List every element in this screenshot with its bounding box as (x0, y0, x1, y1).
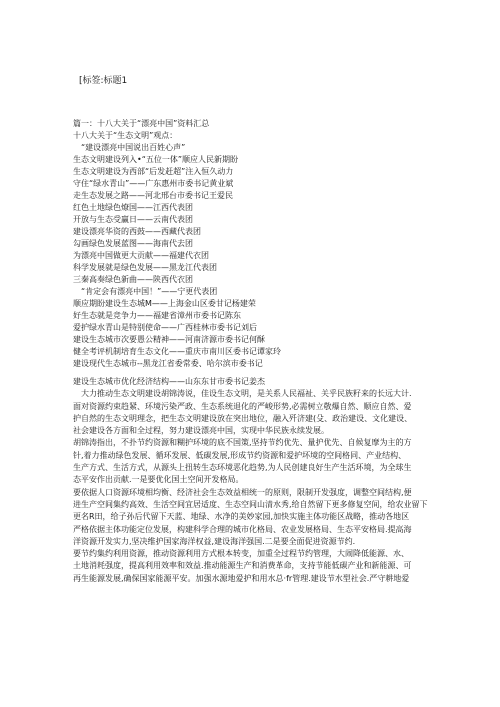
article-line: 社会建设各方面和全过程，努力建设漂亮中国，实现中华民族永续发展。 (73, 426, 329, 436)
article-line: 面对资源约束趋紧、环境污染严政、生态系统退化的严峻形势,必需树立敬爆自然、顺应自然、爱 (73, 401, 412, 411)
section-item: 勾画绿色发展蓝图——海南代去团 (73, 239, 193, 248)
article-line: 土地消耗强度，提高利用效率和效益.推动能源生产和消费革命，支持节能低碳产业和新能源、可 (73, 561, 412, 571)
section-item: 开放与生态受赢日——云南代表团 (73, 215, 193, 224)
article (73, 376, 437, 585)
section-title: 篇一：十八大关于“漂亮中国”资料汇总 (73, 119, 210, 128)
section-item: 顺应期盼建设生态城M——上海金山区委甘记杨建荣 (73, 299, 256, 308)
section-item: 建设现代生态城市--黑龙江省委常委、哈尔滨市委书记 (73, 359, 263, 368)
article-line: 要节约集约利用资源，推动资源利用方式根本转变，加重全过程节约管理，大闹降低能源、水、 (73, 549, 409, 559)
article-body (73, 388, 437, 585)
section-subtitle: 十八大关于“生态文明”观点： (73, 131, 178, 140)
article-line: 进生产空间集约高效、生活空间宜居适度、生态空间山清水秀,给自然留下更多修复空间，给农业留下 (73, 499, 428, 509)
section-item: 健全考评机制培育生态文化——重庆市南川区委书记谭家玲 (73, 347, 281, 356)
article-line: 大力推动生态文明建设胡锦涛说，佳设生态文明，是关系人民福祉、关乎民族籽来的长远大计. (81, 389, 412, 399)
article-line: 生产方式、生活方式，从源头上扭转生态环境恶化趋势,为人民创建良好生产生活环境，为全球生 (73, 463, 412, 473)
article-line: 胡锦涛指出，不扑节约资源和糊护环境的底不国策,坚持节约优先、量护优先、自候复摩为主的方 (73, 438, 412, 448)
section-item: 好生态就是竞争力——福建省漳州市委书记陈东 (73, 311, 241, 320)
article-line: 态平安作出贡献.一是要优化国土空间开发格局。 (73, 475, 244, 485)
section-item: “肯定会有漂亮中国！”——宁更代表团 (81, 287, 218, 296)
article-title: 建设生态城市优化经济结构——山东东甘市委书记姜杰 (73, 377, 265, 386)
section-item: 科学发展就是绿色发展——黑龙江代表团 (73, 263, 217, 272)
article-line: 要依据人口资源环境相均衡、经济社会生态效益相统一的原则，限制开发强度，调整空间结构,便 (73, 487, 412, 497)
section-list (73, 118, 437, 370)
section-items (73, 142, 437, 370)
tag-label: [标签:标题1 (79, 76, 128, 86)
article-line: 针,着力推动绿色发展、循环发展、低碳发展,形成节约资源和爱护坏境的空间格同、产业结构、 (73, 450, 407, 460)
section-item: 爱护绿水青山是特别使命——广西桂林市委书记刘后 (73, 323, 257, 332)
section-item: 生态文明建设列入•“五位一体”顺应人民新期盼 (73, 155, 239, 164)
section-item: 为漂亮中国做更大贡献——福建代衣团 (73, 251, 209, 260)
article-line: 更名R田，给子孙后代留下天蓝、地绿、水净的美妙家园,加快实施主体功能区战略，推动各地区 (73, 512, 410, 522)
article-line: 护自然的生态文明理念，把生态文明建设放在突出地位，融入歼济建(殳、政治建设、文化建设、 (73, 413, 413, 423)
section-item: 红色土地绿色燎国——江西代表团 (73, 203, 193, 212)
article-line: 洋资源开发实力,坚决维护国家海洋权益,建设海洋强国.二是要全面促进资源节约. (73, 536, 356, 546)
article-line: 再生能源发展,确保国家能源平安。加强水源地爱护和用水总·fr管理.建设节水型社会.严守耕地爱 (73, 573, 410, 583)
section-item: 守住“绿水青山”——广东惠州市委书记黄业斌 (73, 179, 234, 188)
article-line: 严格依据主体功能定位发展，构建科学合理的城市化格局、农业发展格局、生态平安格局.提高海 (73, 524, 412, 534)
section-item: 生态文明建设为西部“后发赶超”注入恒久动力 (73, 167, 234, 176)
section-item: 建设漂亮华资的西鼓——西藏代表团 (73, 227, 201, 236)
section-item: “建设漂亮中国说出百姓心声” (81, 143, 186, 152)
section-item: 走生态发展之路——河北邢台市委书记王爱民 (73, 191, 233, 200)
section-item: 建设生态城市次要愚公精神——河南济源市委书记何酥 (73, 335, 265, 344)
section-item: 三秦高奏绿色新曲——陕西代衣团 (73, 275, 193, 284)
